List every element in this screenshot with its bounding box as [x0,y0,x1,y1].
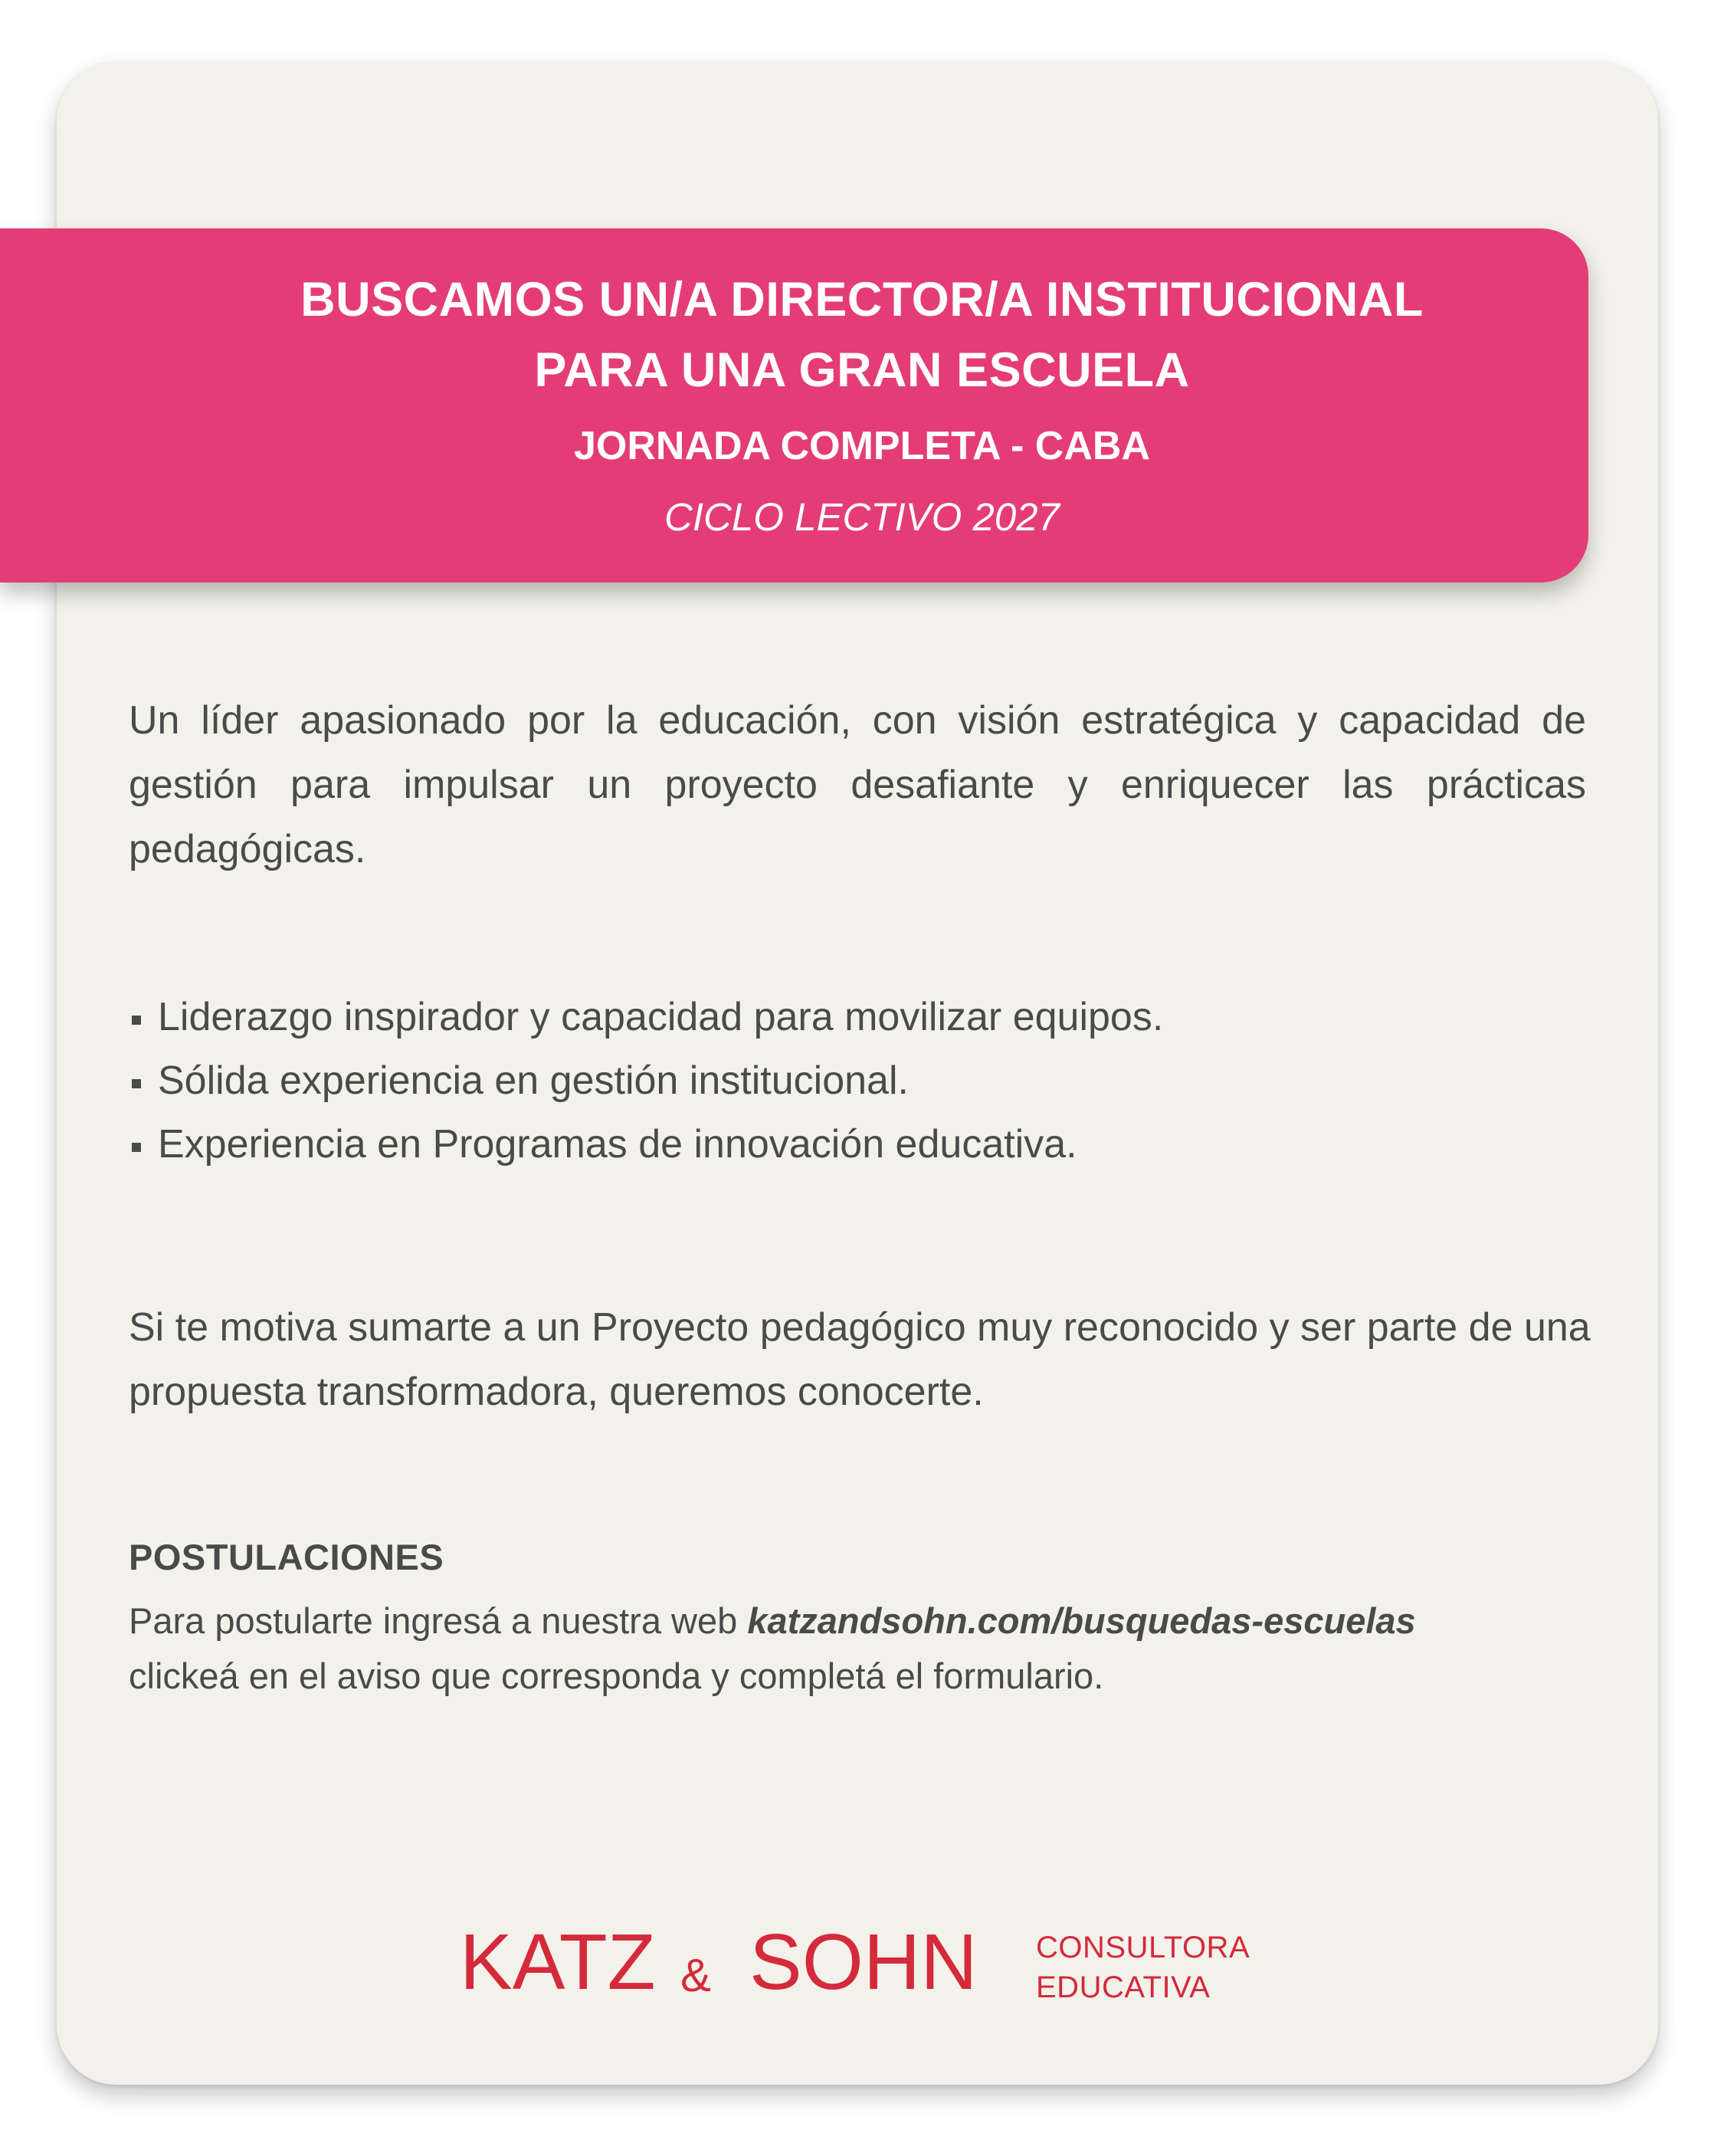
logo-name-sohn: SOHN [749,1918,978,2006]
applications-text-after: clickeá en el aviso que corresponda y completá el formulario. [129,1656,1104,1696]
banner-subtitle: JORNADA COMPLETA - CABA [573,424,1151,468]
logo-ampersand: & [680,1950,712,2001]
list-item [129,1049,1585,1113]
list-item [129,1113,1585,1176]
applications-url-link[interactable]: katzandsohn.com/busquedas-escuelas [747,1600,1416,1641]
logo-subtitle-line-1: CONSULTORA [1036,1931,1250,1964]
applications-text [129,1593,1592,1704]
banner-title-line-1: BUSCAMOS UN/A DIRECTOR/A INSTITUCIONAL [300,273,1424,327]
logo-subtitle-line-2: EDUCATIVA [1036,1971,1211,2004]
applications-title: POSTULACIONES [129,1537,444,1577]
requirement-text: Experiencia en Programas de innovación educativa. [158,1122,1077,1167]
requirement-text: Liderazgo inspirador y capacidad para movilizar equipos. [158,995,1164,1039]
requirements-list [129,986,1585,1176]
list-item [129,986,1585,1049]
bullet-square-icon [132,1079,141,1088]
applications-text-before: Para postularte ingresá a nuestra web [129,1600,748,1641]
banner-cycle: CICLO LECTIVO 2027 [664,495,1060,539]
call-to-action-paragraph: Si te motiva sumarte a un Proyecto pedagógico muy reconocido y ser parte de una propuesta transformadora, queremos conocerte. [129,1305,1591,1414]
requirement-text: Sólida experiencia en gestión institucional. [158,1058,909,1103]
banner-title-line-2: PARA UNA GRAN ESCUELA [534,343,1190,397]
intro-paragraph: Un líder apasionado por la educación, con visión estratégica y capacidad de gestión para impulsar un proyecto desafiante y enriquecer las prácticas pedagógicas. [129,698,1586,871]
logo-name-katz: KATZ [460,1918,656,2006]
bullet-square-icon [132,1143,141,1152]
bullet-square-icon [132,1016,141,1025]
